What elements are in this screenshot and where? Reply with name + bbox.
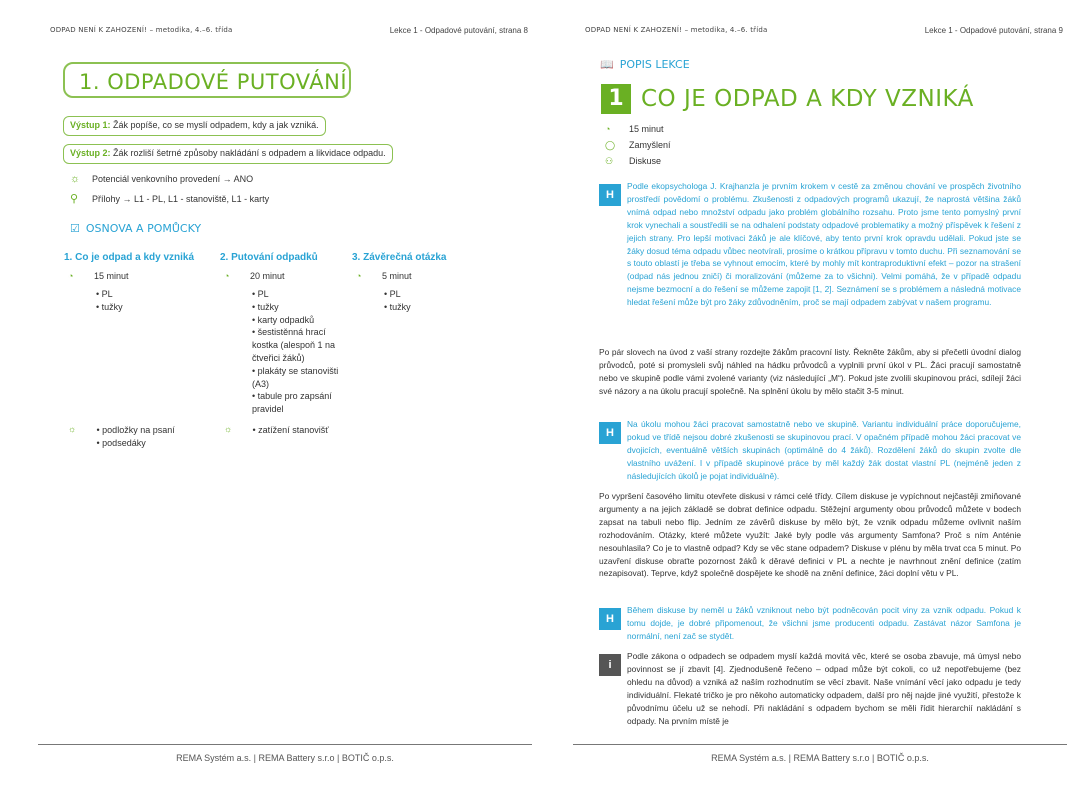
column-2-extra-items: [253, 424, 329, 437]
column-1-time: [64, 271, 224, 281]
goal-2-text: Žák rozliší šetrné způsoby nakládání s odpadem a likvidace odpadu.: [110, 148, 386, 158]
column-1-extra: [64, 424, 175, 450]
list-item: • tužky: [96, 301, 224, 314]
hint-badge: H: [599, 422, 621, 444]
speech-bubble-icon: ◯: [605, 140, 616, 150]
column-2-time: [220, 271, 350, 281]
info-attachments-text: Přílohy → L1 - PL, L1 - stanoviště, L1 - karty: [92, 194, 270, 204]
list-item: • tabule pro zapsání pravidel: [252, 390, 350, 416]
clock-icon: ◔: [224, 271, 230, 281]
sun-icon: ☼: [68, 424, 77, 434]
column-2-extra: [220, 424, 329, 437]
column-3: [352, 252, 512, 472]
info-block: [599, 650, 1021, 730]
sun-icon: ☼: [224, 424, 233, 434]
column-3-time-text: 5 minut: [382, 271, 412, 281]
section-heading: [70, 222, 201, 235]
info-badge: i: [599, 654, 621, 676]
sun-icon: ☼: [70, 173, 81, 185]
column-1-items: [64, 288, 224, 314]
footer-divider: [573, 744, 1067, 745]
header-left: ODPAD NENÍ K ZAHOZENÍ! – metodika, 4.–6. třída: [585, 26, 768, 34]
column-2-title: 2. Putování odpadků: [220, 252, 318, 263]
note-block-1: [599, 180, 1021, 309]
list-item: • zatížení stanovišť: [253, 424, 329, 437]
footer: REMA Systém a.s. | REMA Battery s.r.o | BOTIČ o.p.s.: [176, 753, 394, 763]
footer-divider: [38, 744, 532, 745]
meta-time-text: 15 minut: [629, 124, 664, 134]
list-item: • PL: [384, 288, 512, 301]
hint-badge: H: [599, 608, 621, 630]
header-right: Lekce 1 - Odpadové putování, strana 9: [924, 26, 1063, 35]
text-block-2: [599, 490, 1021, 580]
note-block-1-text: Podle ekopsychologa J. Krajhanzla je prvním krokem v cestě za změnou chování ve prospěch životního prostředí povědomí o problému. Zkušenosti z odpadových programů ukazují, že naprostá většina žáků vnímá odpad nebo množství odpadu jako problém globálního rozsahu. Proto jsme tento pomyslný první krok vynechali a soustředili se na odhalení podstaty odpadové problematiky a možný příspěvek k řešení z jejich strany. Pro lepší motivaci žáků je ale klíčové, aby tento první krok opravdu udělali. Pokud jste se žáky dosud téma odpadu vůbec neotvírali, prosíme o krátkou přípravu v tomto duchu. Při seznamování se s touto oblastí je třeba se vyhnout emocím, které by mohly mít kontraproduktivní efekt – pozor na strašení (odpad nás jednou zničí) či moralizování (můžeme za to všichni). Velmi pomáhá, že v případě odpadu nejsme bezmocní a do řešení se můžeme zapojit [1, 2]. Seznámení se s problémem a následná motivace hledat řešení může být pro žáky zdůvodněním, proč se mají odpadem zabývat v našem programu.: [627, 181, 1021, 308]
text-block-1-text: Po pár slovech na úvod z vaší strany rozdejte žákům pracovní listy. Řekněte žákům, aby si přečetli úvodní dialog průvodců, poté si promysleli svůj náhled na hádku průvodců a vyplnili první úkol v PL. Žáci pracují samostatně nebo ve skupině podle vámi zvolené varianty (viz následující „M“). Pokud jste zvolili skupinovou práci, sdílejí žáci své názory a na úkolu pracují společně. Na splnění úkolu by mělo stačit 3-5 minut.: [599, 347, 1021, 396]
column-1-time-text: 15 minut: [94, 271, 129, 281]
goal-1: [63, 116, 326, 136]
list-item: • PL: [252, 288, 350, 301]
list-item: • karty odpadků: [252, 314, 350, 327]
lesson-title: 1. ODPADOVÉ PUTOVÁNÍ: [79, 70, 348, 94]
hint-badge: H: [599, 184, 621, 206]
column-3-title: 3. Závěrečná otázka: [352, 252, 447, 263]
column-2-items: [220, 288, 350, 416]
note-block-2: [599, 418, 1021, 483]
paperclip-icon: ⚲: [70, 193, 79, 205]
list-item: • šestistěnná hrací kostka (alespoň 1 na čtveřici žáků): [252, 326, 350, 364]
section-title: OSNOVA A POMŮCKY: [85, 222, 202, 235]
footer: REMA Systém a.s. | REMA Battery s.r.o | BOTIČ o.p.s.: [711, 753, 929, 763]
goal-1-label: Výstup 1:: [70, 120, 111, 130]
people-icon: ⚇: [605, 156, 614, 166]
list-item: • podsedáky: [97, 437, 175, 450]
note-block-3: [599, 604, 1021, 643]
goal-2-label: Výstup 2:: [70, 148, 111, 158]
lesson-title: CO JE ODPAD A KDY VZNIKÁ: [641, 86, 974, 112]
book-icon: 📖: [600, 58, 614, 71]
clock-icon: ◔: [356, 271, 362, 281]
list-item: • PL: [96, 288, 224, 301]
page-left: [30, 0, 540, 800]
lesson-number: 1: [601, 84, 631, 114]
clock-icon: ◔: [605, 124, 611, 134]
column-3-items: [352, 288, 512, 314]
list-item: • podložky na psaní: [97, 424, 175, 437]
info-outdoor: [70, 173, 253, 185]
header-left: ODPAD NENÍ K ZAHOZENÍ! – metodika, 4.–6. třída: [50, 26, 233, 34]
section-label: [600, 58, 690, 71]
clock-icon: ◔: [68, 271, 74, 281]
column-1-extra-items: [97, 424, 175, 450]
column-2-time-text: 20 minut: [250, 271, 285, 281]
text-block-2-text: Po vypršení časového limitu otevřete diskusi v rámci celé třídy. Cílem diskuse je vypíchnout nejčastěji zmiňované argumenty a na jejich základě se dobrat definice odpadu. Stěžejní argumenty obou průvodců můžete v bodech zapsat na tabuli nebo flip. Jedním ze závěrů diskuse by mělo být, že vznik odpadu můžeme ovlivnit naším rozhodováním. Otázky, které můžete využít: Jaké byly podle vás argumenty Samfona? Proč s ním Anténie nesouhlasila? Co je to vlastně odpad? Kdy se věc stane odpadem? Diskuse v plénu by měla trvat cca 5 minut. Po uzavření diskuse obraťte pozornost žáků k děravé definici v PL a nechte je navrhnout znění definice (zatím nezapisovat). Teprve, když společně dospějete ke shodě na znění definice, žáci doplní větu v PL.: [599, 491, 1021, 579]
list-item: • tužky: [384, 301, 512, 314]
column-3-time: [352, 271, 512, 281]
page-right: [565, 0, 1075, 800]
info-block-text: Podle zákona o odpadech se odpadem myslí každá movitá věc, které se osoba zbavuje, má úmysl nebo povinnost se jí zbavit [4]. Zjednodušeně řečeno – odpad může být cokoli, co už nepotřebujeme (bez ohledu na důvod) a vzniká až naším rozhodnutím se věcí zbavit. Naše vnímání věcí jako odpadu je tedy individuální. Flekaté tričko je pro někoho automaticky odpadem, další pro něj najde jiné využití, přestože k původnímu účelu už se nehodí. Při nakládání s odpadem bychom se měli řídit hierarchií nakládání s odpady. Na prvním místě je: [627, 651, 1021, 726]
text-block-1: [599, 346, 1021, 398]
section-label-text: POPIS LEKCE: [619, 58, 690, 71]
goal-2: [63, 144, 393, 164]
column-1-title: 1. Co je odpad a kdy vzniká: [64, 252, 195, 263]
info-attachments: [70, 192, 269, 205]
column-2: [220, 252, 350, 472]
meta-type-text: Zamyšlení: [629, 140, 671, 150]
meta-type: [605, 140, 671, 151]
list-item: • plakáty se stanovišti (A3): [252, 365, 350, 391]
note-block-2-text: Na úkolu mohou žáci pracovat samostatně nebo ve skupině. Variantu individuální práce doporučujeme, pokud ve třídě nejsou dobré zkušenosti se skupinovou prací. V opačném případě mohou žáci pracovat ve dvojicích, eventuálně větších skupinách (optimálně do 4 žáků). Rozdělení žáků do skupin zvolte dle vlastního uvážení. I v případě skupinové práce by měl každý žák dostat vlastní PL (nejméně jeden z následujících úkolů je pojat individuálně).: [627, 419, 1021, 481]
column-1: [64, 252, 224, 472]
meta-form: [605, 156, 661, 167]
list-item: • tužky: [252, 301, 350, 314]
info-outdoor-text: Potenciál venkovního provedení → ANO: [92, 174, 254, 184]
meta-time: [605, 124, 664, 134]
checkbox-icon: ☑: [70, 222, 80, 235]
note-block-3-text: Během diskuse by neměl u žáků vzniknout nebo být podněcován pocit viny za vznik odpadu. Pokud k tomu dojde, je dobré připomenout, že všichni jsme producenti odpadu. Zastávat názor Samfona je normální, není zač se stydět.: [627, 605, 1021, 641]
goal-1-text: Žák popíše, co se myslí odpadem, kdy a jak vzniká.: [110, 120, 319, 130]
meta-form-text: Diskuse: [629, 156, 662, 166]
lesson-title-box: [63, 62, 351, 98]
header-right: Lekce 1 - Odpadové putování, strana 8: [389, 26, 528, 35]
